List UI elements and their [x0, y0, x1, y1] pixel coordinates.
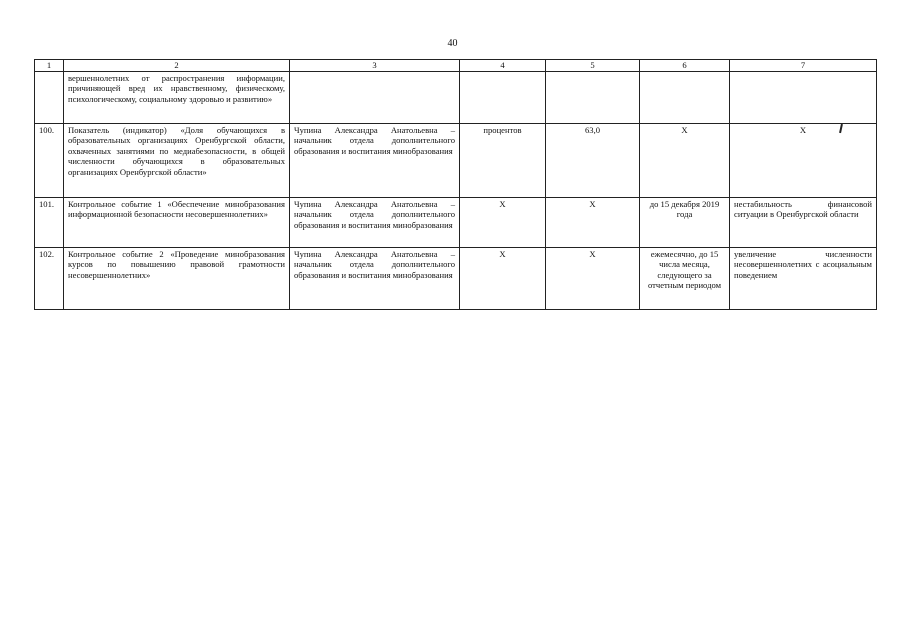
row-risk: увеличение численности несовершеннолетних с асоциальным поведением [730, 248, 877, 310]
row-value [546, 72, 640, 124]
page-number: 40 [447, 38, 458, 49]
table-row [35, 248, 877, 310]
row-risk: Х [730, 124, 877, 198]
program-table [34, 59, 877, 310]
row-description: Контрольное событие 1 «Обеспечение минобразования информационной безопасности несовершеннолетних» [64, 198, 290, 248]
row-number [35, 72, 64, 124]
row-deadline: ежемесячно, до 15 числа месяца, следующего за отчетным периодом [640, 248, 730, 310]
row-responsible: Чупина Александра Анатольевна – начальник отдела дополнительного образования и воспитания минобразования [290, 198, 460, 248]
row-unit: Х [460, 248, 546, 310]
row-value: Х [546, 198, 640, 248]
row-responsible: Чупина Александра Анатольевна – начальник отдела дополнительного образования и воспитания минобразования [290, 124, 460, 198]
header-row [35, 60, 877, 72]
row-risk: нестабильность финансовой ситуации в Оренбургской области [730, 198, 877, 248]
row-deadline: Х [640, 124, 730, 198]
row-value: 63,0 [546, 124, 640, 198]
column-header-7: 7 [730, 60, 877, 72]
row-description: Контрольное событие 2 «Проведение минобразования курсов по повышению правовой грамотности несовершеннолетних» [64, 248, 290, 310]
row-description: Показатель (индикатор) «Доля обучающихся в образовательных организациях Оренбургской области, охваченных занятиями по медиабезопасности, в общей численности обучающихся в образовательных организациях Оренбургской области» [64, 124, 290, 198]
column-header-1: 1 [35, 60, 64, 72]
row-unit: процентов [460, 124, 546, 198]
column-header-2: 2 [64, 60, 290, 72]
column-header-5: 5 [546, 60, 640, 72]
row-value: Х [546, 248, 640, 310]
row-deadline [640, 72, 730, 124]
row-unit [460, 72, 546, 124]
row-deadline: до 15 декабря 2019 года [640, 198, 730, 248]
column-header-4: 4 [460, 60, 546, 72]
table-row [35, 198, 877, 248]
column-header-3: 3 [290, 60, 460, 72]
row-description: вершеннолетних от распространения информации, причиняющей вред их нравственному, физическому, психологическому, социальному здоровью и развитию» [64, 72, 290, 124]
row-responsible: Чупина Александра Анатольевна – начальник отдела дополнительного образования и воспитания минобразования [290, 248, 460, 310]
table-row [35, 72, 877, 124]
row-number: 100. [35, 124, 64, 198]
table-row [35, 124, 877, 198]
row-unit: Х [460, 198, 546, 248]
row-number: 102. [35, 248, 64, 310]
row-responsible [290, 72, 460, 124]
column-header-6: 6 [640, 60, 730, 72]
row-risk [730, 72, 877, 124]
row-number: 101. [35, 198, 64, 248]
